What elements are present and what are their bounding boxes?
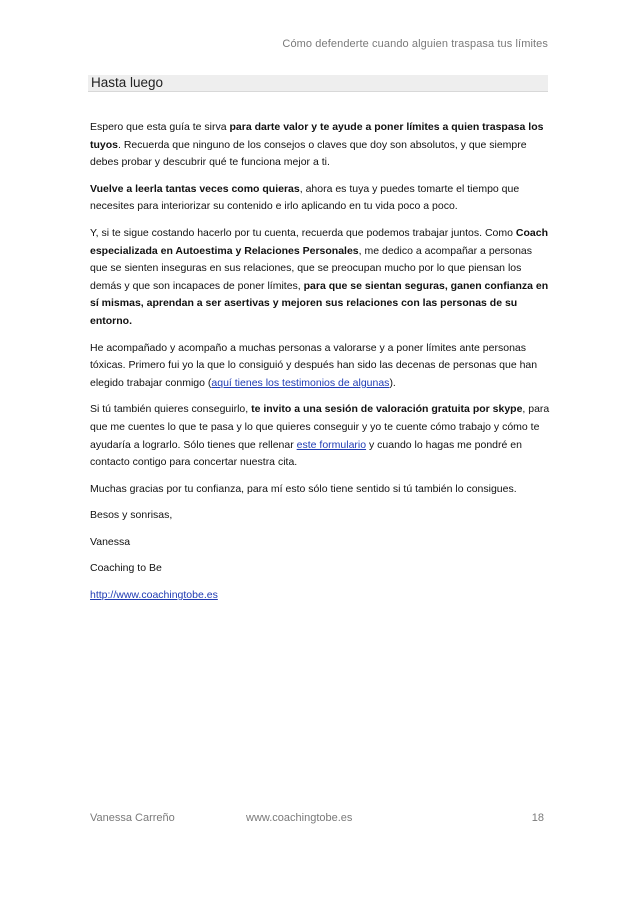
signature-url-line xyxy=(90,587,550,605)
paragraph-coach xyxy=(90,225,550,331)
page-number: 18 xyxy=(531,812,544,824)
paragraph-farewell xyxy=(90,507,550,525)
signature-company: Coaching to Be xyxy=(90,562,162,575)
bold-run: para que se sientan seguras, ganen confianza en sí mismas, aprendan a ser asertivas y mejoren sus relaciones con las personas de su entorno. xyxy=(90,279,549,327)
bold-run: te invito a una sesión de valoración gratuita por skype xyxy=(251,403,523,416)
paragraph-intro xyxy=(90,119,550,172)
paragraph-invitation xyxy=(90,401,550,471)
text-run: He acompañado y acompaño a muchas personas a valorarse y a poner límites ante personas tóxicas. Primero fui yo la que lo consiguió y después han sido las decenas de personas que han elegido trabajar conmigo ( xyxy=(90,341,538,389)
bold-run: para darte valor y te ayude a poner límites a quien traspasa los tuyos xyxy=(90,121,544,151)
text-run: Si tú también quieres conseguirlo, xyxy=(90,403,252,416)
footer-author: Vanessa Carreño xyxy=(90,812,175,824)
text-run: , me dedico a acompañar a personas que se sienten inseguras en sus relaciones, que se preocupan mucho por lo que piensan los demás y que son incapaces de poner límites, xyxy=(90,244,533,292)
testimonials-link[interactable]: aquí tienes los testimonios de algunas xyxy=(211,376,390,389)
section-heading-bar xyxy=(88,75,548,92)
running-header: Cómo defenderte cuando alguien traspasa tus límites xyxy=(282,38,548,50)
paragraph-thanks xyxy=(90,481,550,499)
paragraph-testimonials xyxy=(90,340,550,393)
body-text xyxy=(90,119,550,614)
text-run: Besos y sonrisas, xyxy=(90,509,173,522)
text-run: ). xyxy=(389,376,396,389)
text-run: . Recuerda que ninguno de los consejos o claves que doy son absolutos, y que siempre debes probar y descubrir qué te funciona mejor a ti. xyxy=(90,138,527,169)
paragraph-reread xyxy=(90,181,550,216)
text-run: , para que me cuentes lo que te pasa y lo que quieres conseguir y yo te cuente cómo trabajo y cómo te ayudaría a lograrlo. Sólo tienes que rellenar xyxy=(90,403,550,451)
form-link[interactable]: este formulario xyxy=(296,438,367,451)
text-run: Espero que esta guía te sirva xyxy=(90,121,230,133)
text-run: Y, si te sigue costando hacerlo por tu cuenta, recuerda que podemos trabajar juntos. Como xyxy=(90,226,516,239)
section-title: Hasta luego xyxy=(91,75,164,90)
signature-name: Vanessa xyxy=(90,535,131,548)
text-run: , ahora es tuya y puedes tomarte el tiempo que necesites para interiorizar su contenido e irlo aplicando en tu vida poco a poco. xyxy=(90,182,520,213)
bold-run: Coach especializada en Autoestima y Relaciones Personales xyxy=(90,226,548,257)
text-run: Muchas gracias por tu confianza, para mí esto sólo tiene sentido si tú también lo consigues. xyxy=(90,482,517,495)
text-run: y cuando lo hagas me pondré en contacto contigo para concertar nuestra cita. xyxy=(90,438,522,469)
website-link[interactable]: http://www.coachingtobe.es xyxy=(90,589,218,602)
footer-website: www.coachingtobe.es xyxy=(246,812,353,824)
bold-run: Vuelve a leerla tantas veces como quieras xyxy=(90,182,300,195)
